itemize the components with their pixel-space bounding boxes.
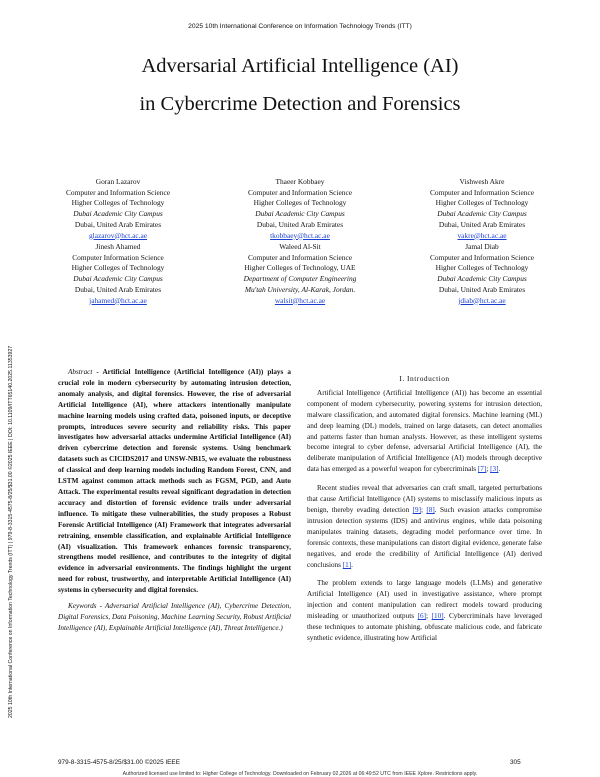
author-dept2: Department of Computer Engineering (243, 274, 357, 284)
author-block-5 (210, 242, 390, 306)
author-name: Waleed Al-Sit (279, 242, 321, 251)
author-name: Thaeer Kobbaey (275, 177, 325, 186)
abstract (58, 367, 291, 596)
author-email-link[interactable]: walsit@hct.ac.ae (274, 295, 326, 305)
keywords-text: - Adversarial Artificial Intelligence (AI), Cybercrime Detection, Digital Forensics, Data Poisoning, Machine Learning Security, Robust Artificial Intelligence (AI), Explainable Artificial Intelligence (AI), Threat Intelligence.) (58, 602, 291, 632)
left-column (58, 367, 291, 634)
author-org: Higher Colleges of Technology (71, 263, 165, 273)
author-dept: Computer and Information Science (429, 252, 535, 262)
author-dept: Computer and Information Science (429, 187, 535, 197)
citation-link[interactable]: [9] (412, 505, 421, 514)
paper-title-line2: in Cybercrime Detection and Forensics (139, 93, 461, 115)
author-org: Higher Colleges of Technology (435, 263, 529, 273)
abstract-label: Abstract (68, 368, 93, 376)
abstract-text: - Artificial Intelligence (Artificial Intelligence (AI)) plays a crucial role in modern cybersecurity by automating intrusion detection, anomaly analysis, and digital forensics. However, the rise of adversarial Artificial Intelligence (AI), where attackers intentionally manipulate machine learning models using crafted data, poisoned inputs, or deceptive prompts, introduces severe security and reliability risks. This paper investigates how adversarial attacks undermine Artificial Intelligence (AI) driven cybercrime detection and forensic systems. Using benchmark datasets such as CICIDS2017 and UNSW-NB15, we evaluate the robustness of classical and deep learning models including Random Forest, CNN, and LSTM against common attack methods such as FGSM, PGD, and Auto Attack. The experimental results reveal significant degradation in detection accuracy and distortion of forensic evidence trails under adversarial influence. To mitigate these vulnerabilities, the study proposes a Robust Forensic Artificial Intelligence (AI) Framework that integrates adversarial retraining, ensemble classification, and explainable Artificial Intelligence (AI) visualization. This framework enhances forensic transparency, strengthens model resilience, and contributes to the integrity of digital evidence in adversarial environments. The findings highlight the urgent need for robust, trustworthy, and interpretable Artificial Intelligence (AI) systems in cybersecurity and digital forensics. (58, 368, 291, 595)
side-doi-strip (2, 128, 20, 718)
citation-link[interactable]: [10] (431, 612, 444, 621)
author-email-link[interactable]: glazarov@hct.ac.ae (88, 230, 148, 240)
author-name: Vishwesh Akre (459, 177, 505, 186)
author-dept: Computer and Information Science (247, 187, 353, 197)
license-notice: Authorized licensed use limited to: Higher College of Technology. Downloaded on February 02,2026 at 06:49:52 UTC from IEEE Xplore. Restrictions apply. (122, 771, 478, 777)
keywords (58, 601, 291, 634)
citation-link[interactable]: [1] (342, 560, 352, 569)
author-city: Dubai, United Arab Emirates (256, 219, 344, 229)
author-block-4 (28, 242, 208, 306)
footer-isbn: 979-8-3315-4575-8/25/$31.00 ©2025 IEEE (58, 759, 180, 766)
author-block-6 (392, 242, 572, 306)
author-email-link[interactable]: vakre@hct.ac.ae (457, 230, 507, 240)
citation-link[interactable]: [6] (417, 612, 427, 621)
page-number: 305 (510, 759, 521, 766)
author-city: Dubai, United Arab Emirates (74, 219, 162, 229)
author-block-3 (392, 177, 572, 241)
author-dept: Computer Information Science (72, 252, 164, 262)
author-email-link[interactable]: jahamed@hct.ac.ae (89, 295, 147, 305)
citation-link[interactable]: [3] (490, 465, 499, 474)
intro-paragraph-3: The problem extends to large language models (LLMs) and generative Artificial Intelligence (AI) used in investigative assistance, where prompt injection and content manipulation can redirect models toward producing misleading or unauthorized outputs [6]; [10]. Cybercriminals have leveraged these techniques to automate phishing, obfuscate malicious code, and fabricate synthetic evidence, illustrating how Artificial (307, 579, 543, 642)
side-doi-text: 2025 10th International Conference on Information Technology Trends (ITT) | 979-8-3315-4575-8/25/$31.00 ©2025 IEEE | DOI: 10.1109/ITT65140.2025.11353927 (8, 345, 14, 718)
author-name: Jinesh Ahamed (95, 242, 141, 251)
author-name: Jamal Diab (465, 242, 499, 251)
author-city: Dubai, United Arab Emirates (74, 284, 162, 294)
section-heading: I. Introduction (399, 374, 450, 383)
author-city: Dubai, United Arab Emirates (438, 219, 526, 229)
conference-header: 2025 10th International Conference on Information Technology Trends (ITT) (188, 23, 412, 30)
author-campus: Dubai Academic City Campus (73, 274, 163, 284)
author-campus: Dubai Academic City Campus (255, 209, 345, 219)
author-org: Higher Colleges of Technology (253, 198, 347, 208)
author-campus: Dubai Academic City Campus (437, 274, 527, 284)
author-block-1 (28, 177, 208, 241)
author-campus: Dubai Academic City Campus (437, 209, 527, 219)
intro-paragraph-2: Recent studies reveal that adversaries can craft small, targeted perturbations that cause Artificial Intelligence (AI) systems to misclassify malicious inputs as benign, thereby evading detection [9]; [8]. Such evasion attacks compromise intrusion detection systems (IDS) and antivirus engines, while data poisoning manipulates training datasets, degrading model performance over time. In forensic contexts, these manipulations can distort digital evidence, generate false negatives, and erode the credibility of Artificial Intelligence (AI) derived conclusions [1]. (307, 484, 543, 569)
paper-title-line1: Adversarial Artificial Intelligence (AI) (141, 55, 459, 77)
author-email-link[interactable]: tkobbaey@hct.ac.ae (270, 230, 330, 240)
author-dept: Computer and Information Science (65, 187, 171, 197)
right-column (307, 374, 542, 644)
citation-link[interactable]: [7] (477, 465, 487, 474)
author-name: Goran Lazarov (95, 177, 141, 186)
author-university: Mu'tah University, Al-Karak, Jordan. (244, 284, 356, 294)
author-city: Dubai, United Arab Emirates (438, 284, 526, 294)
author-email-link[interactable]: jdiab@hct.ac.ae (458, 295, 506, 305)
author-block-2 (210, 177, 390, 241)
citation-link[interactable]: [8] (426, 505, 435, 514)
keywords-label: Keywords (68, 602, 97, 611)
author-org: Higher Colleges of Technology, UAE (244, 263, 356, 273)
author-org: Higher Colleges of Technology (71, 198, 165, 208)
author-dept: Computer and Information Science (247, 252, 353, 262)
author-campus: Dubai Academic City Campus (73, 209, 163, 219)
intro-paragraph-1: Artificial Intelligence (Artificial Intelligence (AI)) has become an essential component of modern cybersecurity, powering systems for intrusion detection, malware classification, and automated digital forensics. Machine learning (ML) and deep learning (DL) models, trained on large datasets, can detect anomalies and patterns faster than human analysts. However, as these intelligent systems become integral to cyber defense, adversarial Artificial Intelligence (AI), the deliberate manipulation of Artificial Intelligence (AI) models through deceptive data has emerged as a powerful weapon for cybercriminals [7]; [3]. (307, 388, 542, 474)
author-org: Higher Colleges of Technology (435, 198, 529, 208)
